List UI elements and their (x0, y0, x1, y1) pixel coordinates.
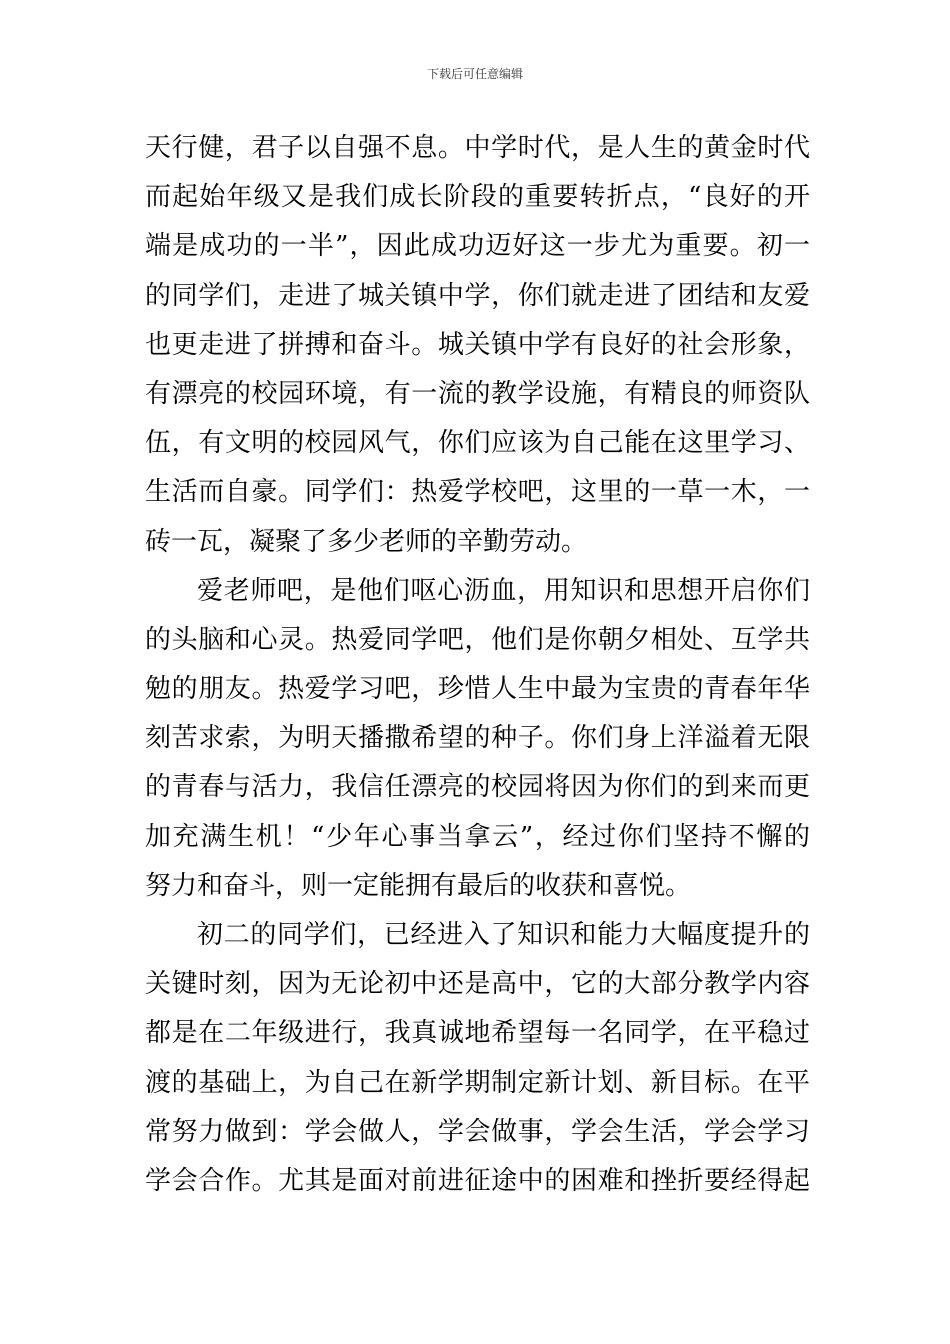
text-line: 努力和奋斗，则一定能拥有最后的收获和喜悦。 (145, 870, 692, 901)
text-line: 的头脑和心灵。热爱同学吧，他们是你朝夕相处、互学共 (145, 624, 810, 655)
text-line: 都是在二年级进行，我真诚地希望每一名同学，在平稳过 (145, 1018, 810, 1049)
text-line: 伍，有文明的校园风气，你们应该为自己能在这里学习、 (145, 428, 810, 459)
text-line: 加充满生机！“少年心事当拿云”，经过你们坚持不懈的 (145, 821, 810, 852)
text-line: 的青春与活力，我信任漂亮的校园将因为你们的到来而更 (145, 772, 810, 803)
body-text (145, 124, 810, 1206)
text-line: 而起始年级又是我们成长阶段的重要转折点，“良好的开 (145, 182, 810, 213)
text-line: 天行健，君子以自强不息。中学时代，是人生的黄金时代 (145, 133, 810, 163)
text-line: 关键时刻，因为无论初中还是高中，它的大部分教学内容 (145, 969, 810, 1000)
text-line: 学会合作。尤其是面对前进征途中的困难和挫折要经得起 (145, 1165, 810, 1196)
text-line: 常努力做到：学会做人，学会做事，学会生活，学会学习 (145, 1116, 810, 1147)
text-line: 爱老师吧，是他们呕心沥血，用知识和思想开启你们 (197, 575, 810, 606)
page-header: 下载后可任意编辑 (426, 67, 523, 81)
text-line: 砖一瓦，凝聚了多少老师的辛勤劳动。 (145, 526, 588, 557)
text-line: 生活而自豪。同学们：热爱学校吧，这里的一草一木，一 (145, 477, 810, 508)
text-line: 刻苦求索，为明天播撒希望的种子。你们身上洋溢着无限 (145, 723, 810, 754)
text-line: 的同学们，走进了城关镇中学，你们就走进了团结和友爱 (145, 280, 810, 311)
text-line: 也更走进了拼搏和奋斗。城关镇中学有良好的社会形象， (145, 329, 810, 360)
text-line: 勉的朋友。热爱学习吧，珍惜人生中最为宝贵的青春年华 (145, 674, 810, 705)
text-line: 有漂亮的校园环境，有一流的教学设施，有精良的师资队 (145, 378, 810, 409)
text-line: 端是成功的一半”，因此成功迈好这一步尤为重要。初一 (145, 231, 810, 262)
text-line: 初二的同学们，已经进入了知识和能力大幅度提升的 (197, 920, 810, 950)
text-line: 渡的基础上，为自己在新学期制定新计划、新目标。在平 (145, 1067, 810, 1098)
